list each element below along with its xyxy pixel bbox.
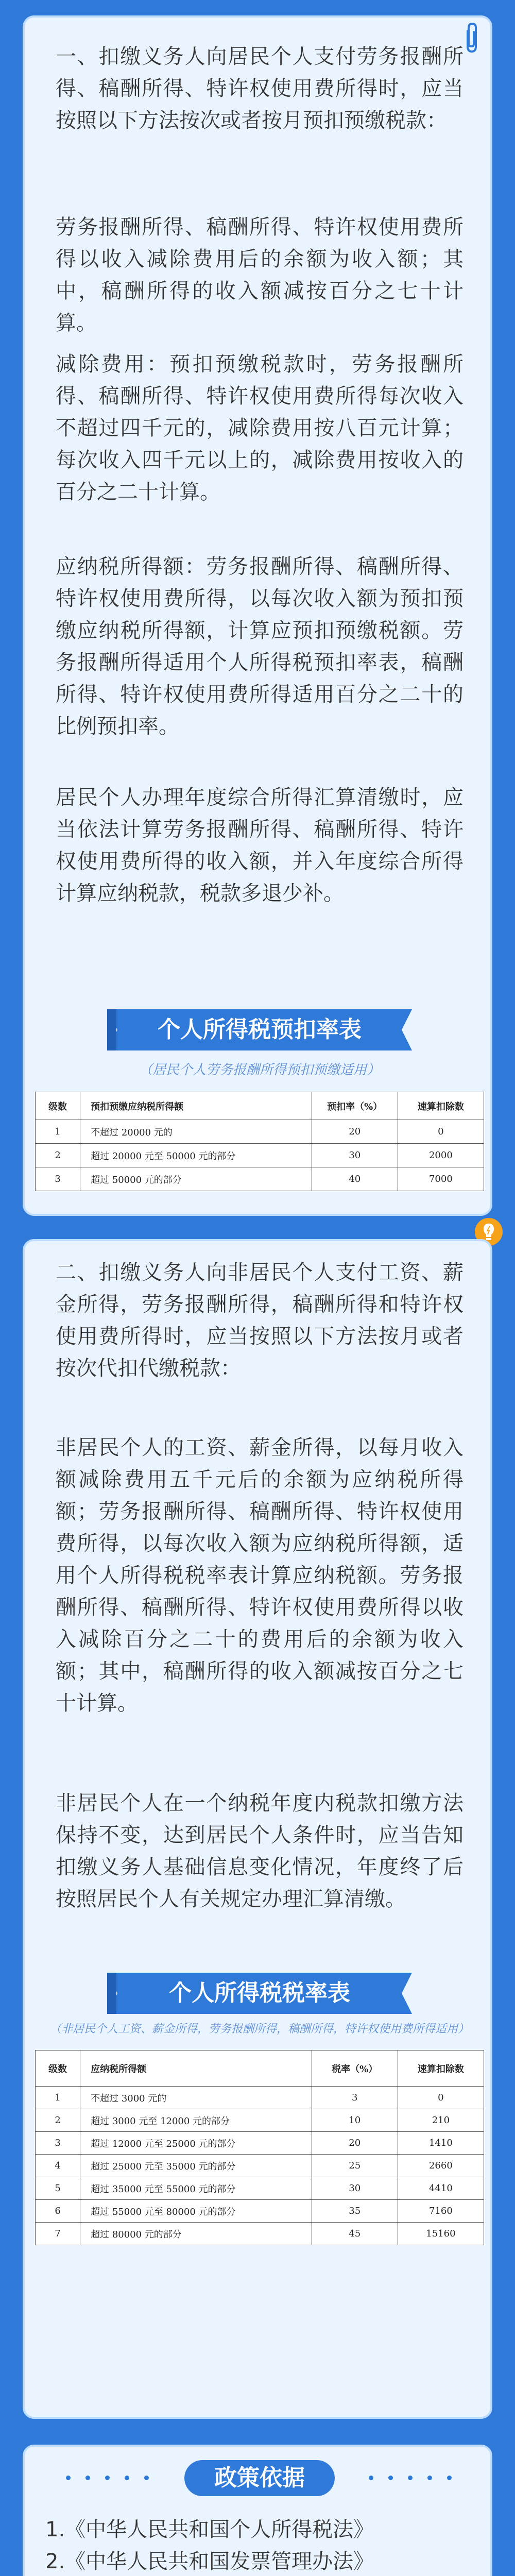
level-cell: 7 [36,2223,80,2245]
table-row [36,2109,484,2132]
quick-deduction-cell: 210 [398,2109,484,2132]
level-cell: 1 [36,1120,80,1144]
policy-basis-card [23,2445,492,2576]
table-row [36,2155,484,2177]
table-row [36,2132,484,2155]
table-row [36,2223,484,2245]
rate-cell: 3 [312,2087,398,2109]
table-header-row [36,2050,484,2087]
income-range-cell: 不超过 3000 元的 [80,2087,312,2109]
tax-rate-title: 个人所得税税率表 [169,1980,350,2006]
resident-intro-paragraph: 一、扣缴义务人向居民个人支付劳务报酬所得、稿酬所得、特许权使用费所得时，应当按照以下方法按次或者按月预扣预缴税款： [56,45,464,132]
rate-cell: 30 [312,2177,398,2200]
quick-deduction-cell: 1410 [398,2132,484,2155]
withholding-rate-table [35,1092,484,1191]
table-header-row [36,1092,484,1120]
nonresident-settlement-paragraph: 非居民个人在一个纳税年度内税款扣缴方法保持不变，达到居民个人条件时，应当告知扣缴义务人基础信息变化情况，年度终了后按照居民个人有关规定办理汇算清缴。 [56,1791,464,1911]
income-range-cell: 超过 50000 元的部分 [80,1167,312,1191]
policy-item: 2.《中华人民共和国发票管理办法》 [45,2550,374,2573]
table-row [36,1120,484,1144]
quick-deduction-cell: 2000 [398,1144,484,1167]
left-dots-decoration [66,2476,169,2481]
deduction-paragraph: 减除费用：预扣预缴税款时，劳务报酬所得、稿酬所得、特许权使用费所得每次收入不超过四千元的，减除费用按八百元计算；每次收入四千元以上的，减除费用按收入的百分之二十计算。 [56,352,464,504]
level-cell: 5 [36,2177,80,2200]
rate-cell: 25 [312,2155,398,2177]
column-header-income: 应纳税所得额 [80,2050,312,2087]
level-cell: 3 [36,1167,80,1191]
policy-title: 政策依据 [184,2460,335,2496]
nonresident-intro-paragraph: 二、扣缴义务人向非居民个人支付工资、薪金所得，劳务报酬所得，稿酬所得和特许权使用费所得时，应当按照以下方法按月或者按次代扣代缴税款： [56,1261,464,1380]
column-header-income: 预扣预缴应纳税所得额 [80,1092,312,1120]
taxable-income-paragraph: 应纳税所得额：劳务报酬所得、稿酬所得、特许权使用费所得，以每次收入额为预扣预缴应纳税所得额，计算应预扣预缴税额。劳务报酬所得适用个人所得税预扣率表，稿酬所得、特许权使用费所得适用百分之二十的比例预扣率。 [56,555,464,738]
annual-settlement-paragraph: 居民个人办理年度综合所得汇算清缴时，应当依法计算劳务报酬所得、稿酬所得、特许权使用费所得的收入额，并入年度综合所得计算应纳税款，税款多退少补。 [56,786,464,905]
table-row [36,1144,484,1167]
quick-deduction-cell: 4410 [398,2177,484,2200]
level-cell: 2 [36,1144,80,1167]
table-row [36,2200,484,2223]
table-row [36,2177,484,2200]
withholding-rate-note: （居民个人劳务报酬所得预扣预缴适用） [139,1062,380,1078]
tax-rate-table [35,2050,484,2245]
table-row [36,1167,484,1191]
income-range-cell: 超过 12000 元至 25000 元的部分 [80,2132,312,2155]
policy-title-bar [45,2460,474,2496]
income-range-cell: 不超过 20000 元的 [80,1120,312,1144]
quick-deduction-cell: 2660 [398,2155,484,2177]
rate-cell: 40 [312,1167,398,1191]
income-range-cell: 超过 3000 元至 12000 元的部分 [80,2109,312,2132]
level-cell: 1 [36,2087,80,2109]
quick-deduction-cell: 7160 [398,2200,484,2223]
column-header-rate: 税率（%） [312,2050,398,2087]
column-header-rate: 预扣率（%） [312,1092,398,1120]
table-row [36,2087,484,2109]
income-amount-paragraph: 劳务报酬所得、稿酬所得、特许权使用费所得以收入减除费用后的余额为收入额；其中，稿酬所得的收入额减按百分之七十计算。 [56,215,464,335]
right-dots-decoration [354,2476,457,2481]
level-cell: 6 [36,2200,80,2223]
withholding-rate-banner [107,1009,412,1050]
income-range-cell: 超过 25000 元至 35000 元的部分 [80,2155,312,2177]
column-header-deduction: 速算扣除数 [398,2050,484,2087]
rate-cell: 35 [312,2200,398,2223]
nonresident-section-card [23,1239,492,2419]
level-cell: 4 [36,2155,80,2177]
column-header-level: 级数 [36,2050,80,2087]
income-range-cell: 超过 80000 元的部分 [80,2223,312,2245]
resident-section-card [23,15,492,1216]
level-cell: 2 [36,2109,80,2132]
quick-deduction-cell: 7000 [398,1167,484,1191]
nonresident-income-paragraph: 非居民个人的工资、薪金所得，以每月收入额减除费用五千元后的余额为应纳税所得额；劳务报酬所得、稿酬所得、特许权使用费所得，以每次收入额为应纳税所得额，适用个人所得税税率表计算应纳税额。劳务报酬所得、稿酬所得、特许权使用费所得以收入减除百分之二十的费用后的余额为收入额；其中，稿酬所得的收入额减按百分之七十计算。 [56,1436,464,1715]
quick-deduction-cell: 15160 [398,2223,484,2245]
tax-rate-note: （非居民个人工资、薪金所得，劳务报酬所得，稿酬所得，特许权使用费所得适用） [49,2023,469,2036]
rate-cell: 30 [312,1144,398,1167]
policy-list [45,2514,473,2576]
rate-cell: 20 [312,1120,398,1144]
level-cell: 3 [36,2132,80,2155]
income-range-cell: 超过 35000 元至 55000 元的部分 [80,2177,312,2200]
rate-cell: 20 [312,2132,398,2155]
withholding-rate-title: 个人所得税预扣率表 [158,1016,362,1043]
rate-cell: 10 [312,2109,398,2132]
policy-item: 1.《中华人民共和国个人所得税法》 [45,2518,374,2541]
tax-rate-banner [107,1973,412,2014]
column-header-level: 级数 [36,1092,80,1120]
quick-deduction-cell: 0 [398,1120,484,1144]
rate-cell: 45 [312,2223,398,2245]
quick-deduction-cell: 0 [398,2087,484,2109]
income-range-cell: 超过 55000 元至 80000 元的部分 [80,2200,312,2223]
income-range-cell: 超过 20000 元至 50000 元的部分 [80,1144,312,1167]
paperclip-icon [461,22,481,55]
column-header-deduction: 速算扣除数 [398,1092,484,1120]
